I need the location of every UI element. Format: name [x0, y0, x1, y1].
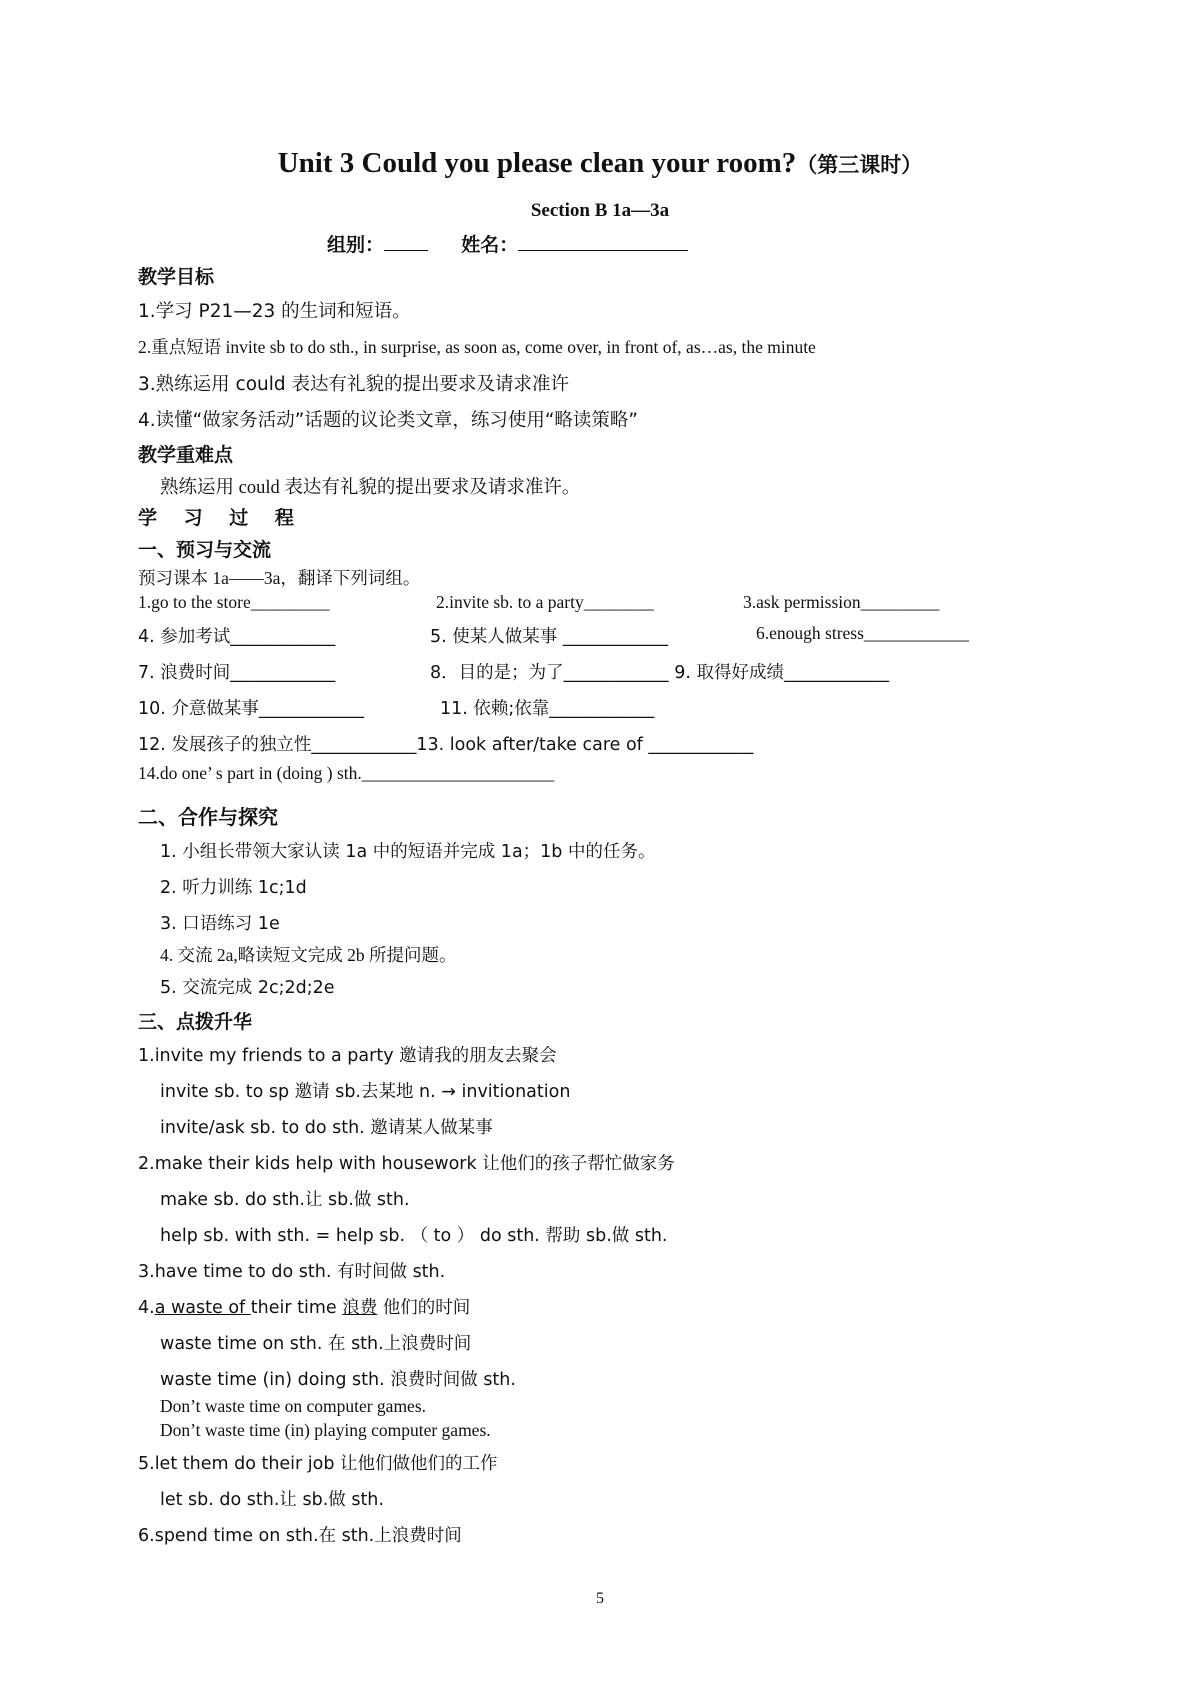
name-blank — [518, 232, 688, 251]
phrase-8-9: 8．目的是；为了____________ 9. 取得好成绩____________ — [430, 663, 889, 683]
part1-intro: 预习课本 1a——3a，翻译下列词组。 — [138, 568, 421, 588]
key-points-text: 熟练运用 could 表达有礼貌的提出要求及请求准许。 — [160, 478, 581, 498]
note-4 — [138, 1294, 470, 1319]
note-1b: invite/ask sb. to do sth. 邀请某人做某事 — [160, 1118, 493, 1138]
note-2a: make sb. do sth.让 sb.做 sth. — [160, 1190, 410, 1210]
note-5: 5.let them do their job 让他们做他们的工作 — [138, 1454, 498, 1474]
part1-heading: 一、预习与交流 — [138, 539, 272, 561]
group-label: 组别： — [327, 234, 385, 256]
page-number: 5 — [596, 1590, 604, 1607]
note-4b: waste time (in) doing sth. 浪费时间做 sth. — [160, 1370, 516, 1390]
phrase-2: 2.invite sb. to a party________ — [436, 592, 654, 612]
phrase-14: 14.do one’ s part in (doing ) sth.______________________ — [138, 763, 555, 783]
note-2: 2.make their kids help with housework 让他们的孩子帮忙做家务 — [138, 1154, 675, 1174]
note-4-underlined-cn: 浪费 — [342, 1298, 378, 1318]
title-lesson-note: （第三课时） — [796, 153, 923, 177]
objective-4: 4.读懂“做家务活动”话题的议论类文章，练习使用“略读策略” — [138, 410, 638, 431]
note-4-prefix: 4. — [138, 1298, 155, 1318]
task-1: 1. 小组长带领大家认读 1a 中的短语并完成 1a；1b 中的任务。 — [160, 842, 656, 862]
phrase-5: 5. 使某人做某事 ____________ — [430, 627, 668, 647]
note-1: 1.invite my friends to a party 邀请我的朋友去聚会 — [138, 1046, 557, 1066]
objective-1: 1.学习 P21—23 的生词和短语。 — [138, 301, 411, 322]
task-5: 5. 交流完成 2c;2d;2e — [160, 978, 335, 998]
part3-heading: 三、点拨升华 — [138, 1011, 253, 1033]
note-4c: Don’t waste time on computer games. — [160, 1396, 427, 1416]
group-name-line — [327, 230, 688, 257]
note-4-underlined: a waste of — [154, 1298, 251, 1318]
note-6: 6.spend time on sth.在 sth.上浪费时间 — [138, 1526, 462, 1546]
phrase-3: 3.ask permission_________ — [743, 592, 940, 612]
note-4-mid: their time — [250, 1298, 343, 1318]
page-title — [0, 147, 1200, 180]
process-heading: 学 习 过 程 — [138, 507, 304, 529]
note-4a: waste time on sth. 在 sth.上浪费时间 — [160, 1334, 472, 1354]
task-4: 4. 交流 2a,略读短文完成 2b 所提问题。 — [160, 945, 457, 965]
note-1a: invite sb. to sp 邀请 sb.去某地 n. → invitionation — [160, 1082, 571, 1102]
note-2b: help sb. with sth. = help sb. （ to ） do sth. 帮助 sb.做 sth. — [160, 1226, 668, 1246]
task-2: 2. 听力训练 1c;1d — [160, 878, 307, 898]
objective-2: 2.重点短语 invite sb to do sth., in surprise, as soon as, come over, in front of, as…as, the minute — [138, 337, 816, 357]
note-3: 3.have time to do sth. 有时间做 sth. — [138, 1262, 446, 1282]
part2-heading: 二、合作与探究 — [138, 805, 278, 829]
phrase-10: 10. 介意做某事____________ — [138, 699, 364, 719]
section-subtitle: Section B 1a—3a — [530, 200, 670, 221]
phrase-6: 6.enough stress____________ — [756, 623, 969, 643]
title-text: Unit 3 Could you please clean your room? — [277, 147, 797, 179]
task-3: 3. 口语练习 1e — [160, 914, 280, 934]
key-points-heading: 教学重难点 — [138, 444, 234, 466]
phrase-7: 7. 浪费时间____________ — [138, 663, 336, 683]
phrase-4: 4. 参加考试____________ — [138, 627, 336, 647]
phrase-1: 1.go to the store_________ — [138, 592, 330, 612]
name-label: 姓名： — [461, 234, 519, 256]
note-4d: Don’t waste time (in) playing computer games. — [160, 1420, 491, 1440]
objectives-heading: 教学目标 — [138, 266, 215, 288]
note-5a: let sb. do sth.让 sb.做 sth. — [160, 1490, 384, 1510]
objective-3: 3.熟练运用 could 表达有礼貌的提出要求及请求准许 — [138, 374, 570, 395]
note-4-end: 他们的时间 — [377, 1298, 471, 1318]
phrase-11: 11. 依赖;依靠____________ — [440, 699, 655, 719]
phrase-12-13: 12. 发展孩子的独立性____________13. look after/take care of ____________ — [138, 735, 754, 755]
group-blank — [384, 232, 428, 251]
